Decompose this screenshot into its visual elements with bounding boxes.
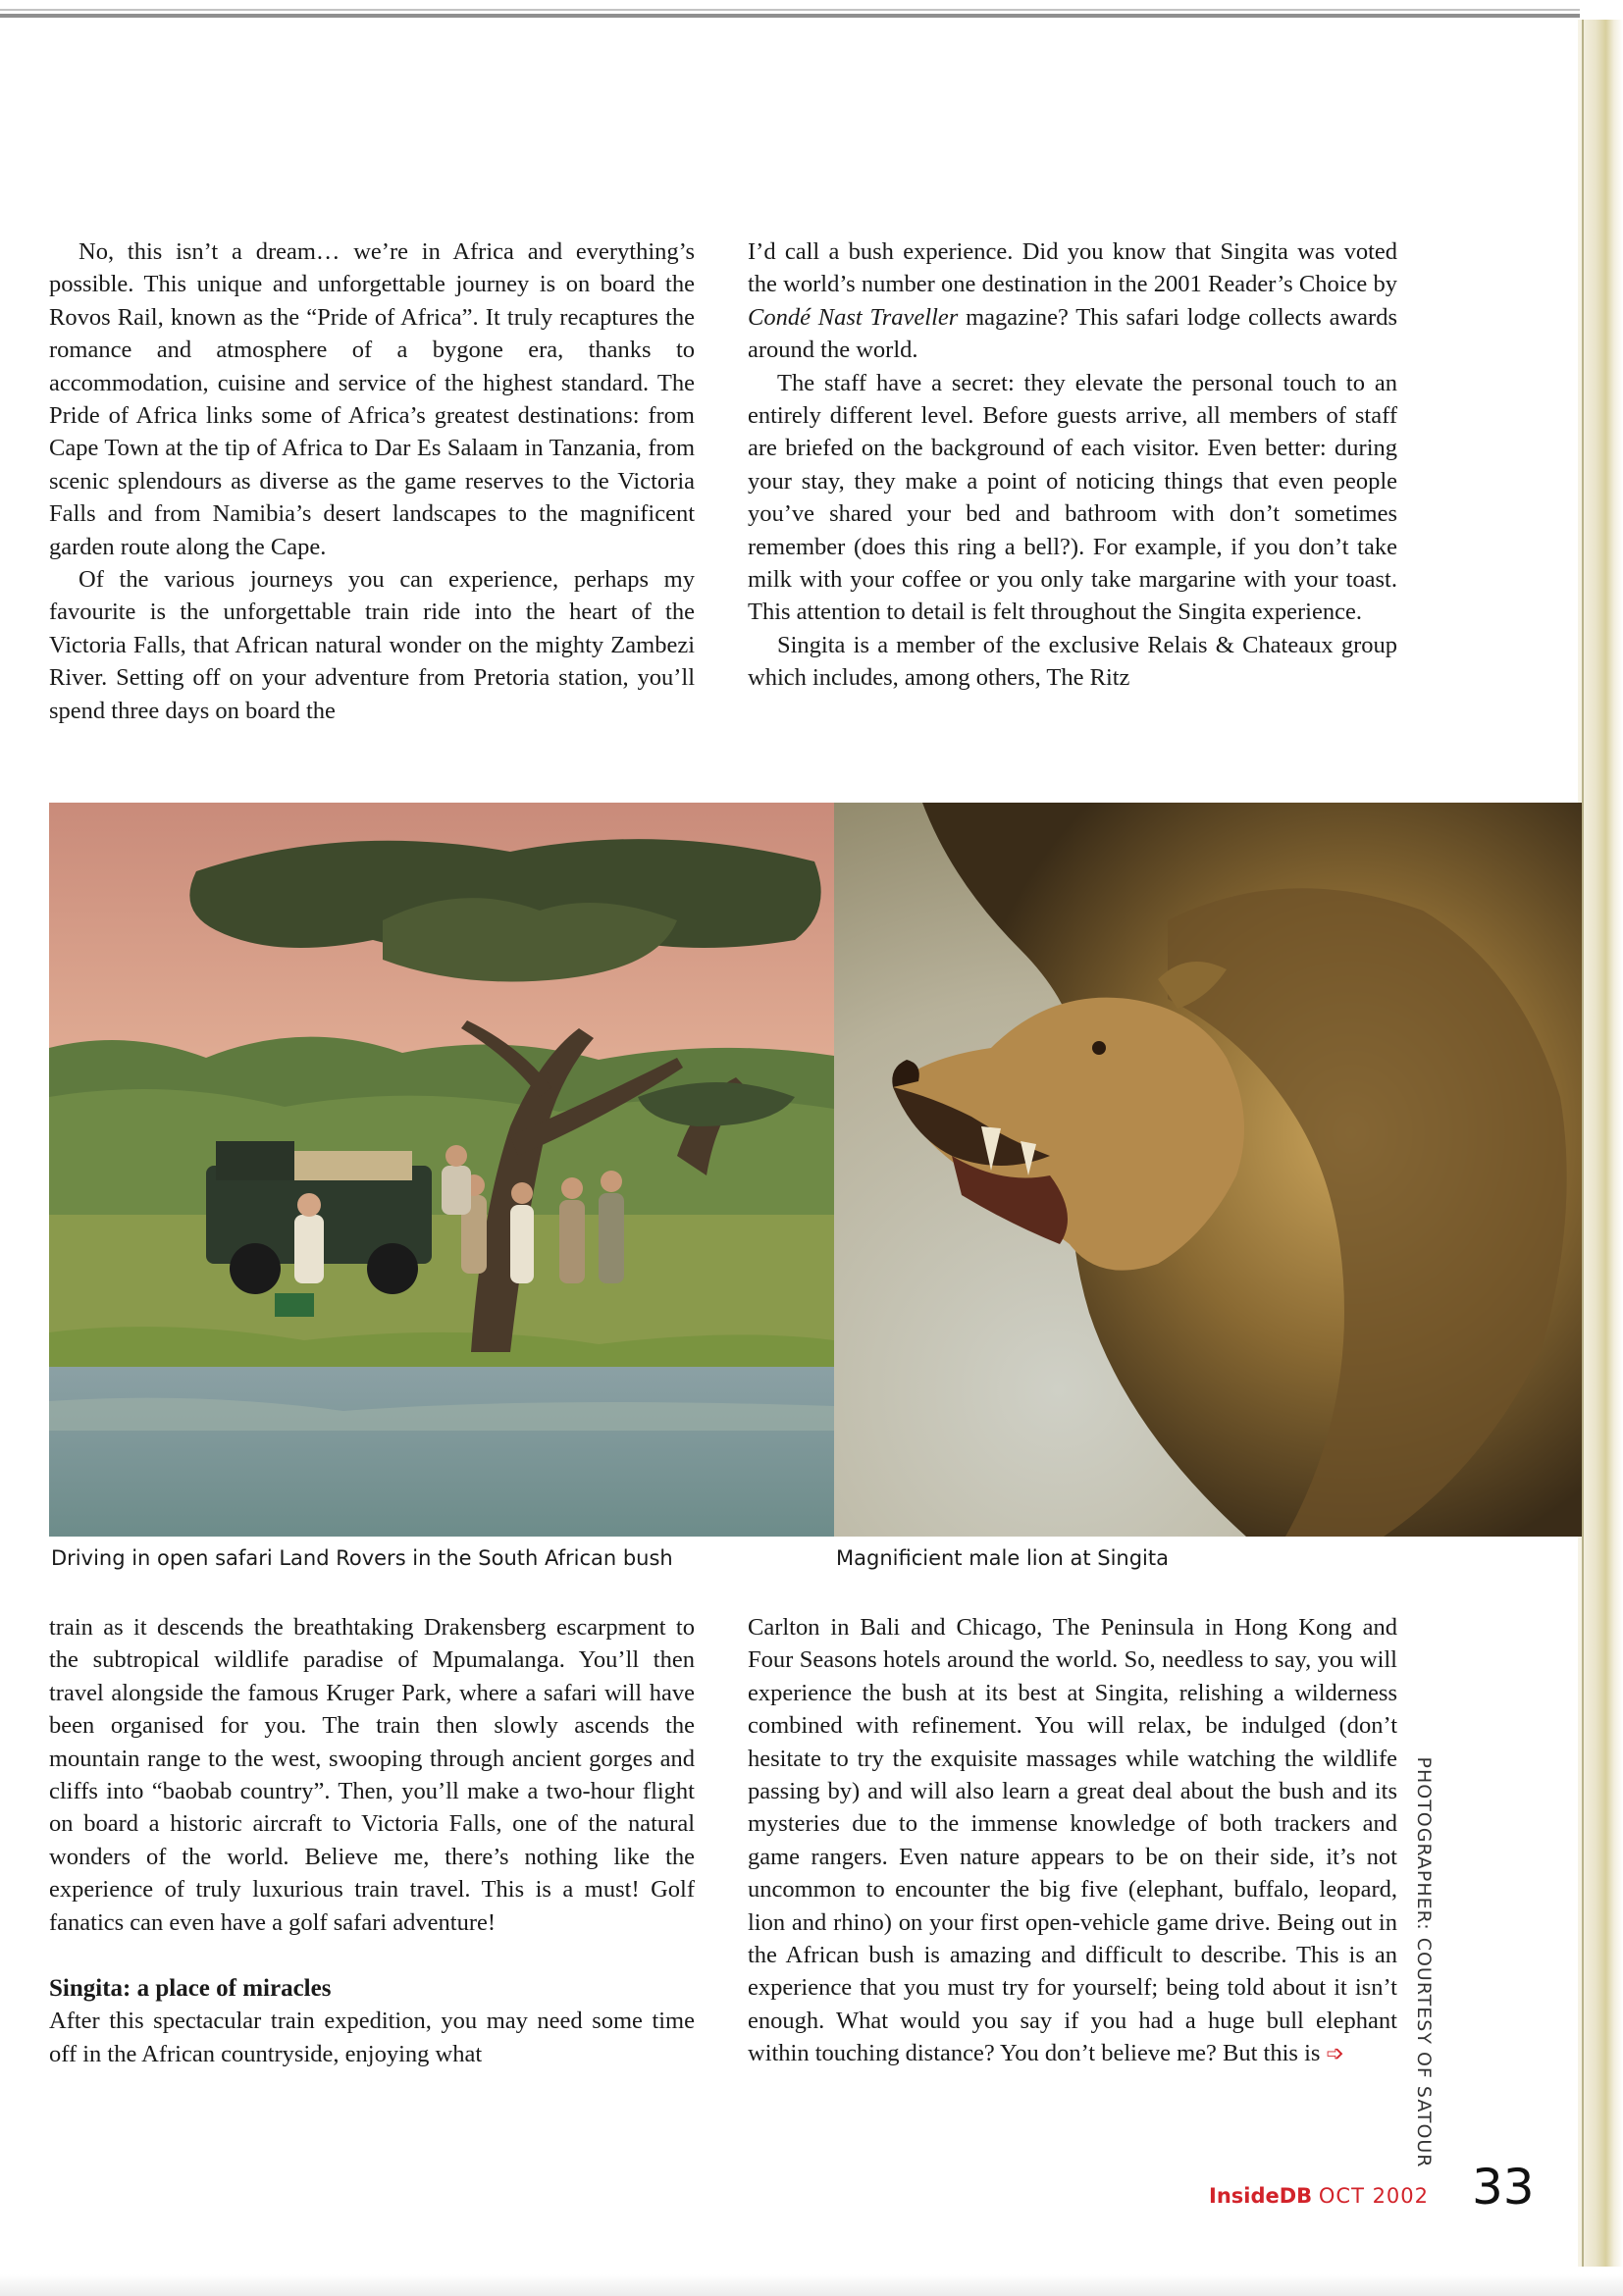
paragraph-gap [49, 1939, 695, 1972]
paragraph: train as it descends the breathtaking Drakensberg escarpment to the subtropical wildlife paradise of Mpumalanga. You’ll then travel alongside the famous Kruger Park, where a safari will have been organised for you. The train then slowly ascends the mountain range to the west, swooping through ancient gorges and cliffs into “baobab country”. Then, you’ll make a two-hour flight on board a historic aircraft to Victoria Falls, one of the natural wonders of the world. Believe me, there’s nothing like the experience of truly luxurious train travel. This is a must! Golf fanatics can even have a golf safari adventure! [49, 1614, 695, 1936]
page-number: 33 [1472, 2159, 1535, 2216]
paragraph: After this spectacular train expedition, you may need some time off in the African countryside, enjoying what [49, 2008, 695, 2067]
paragraph: Of the various journeys you can experience, perhaps my favourite is the unforgettable train ride into the heart of the Victoria Falls, that African natural wonder on the mighty Zambezi River. Setting off on your adventure from Pretoria station, you’ll spend three days on board the [49, 566, 695, 724]
text-run: I’d call a bush experience. Did you know that Singita was voted the world’s number one destination in the 2001 Reader’s Choice by [748, 238, 1397, 298]
lion-photo-caption: Magnificient male lion at Singita [836, 1546, 1169, 1570]
lion-photo [834, 803, 1582, 1537]
paragraph [748, 235, 1397, 367]
page-footer [1209, 2184, 1429, 2208]
page-spine [1578, 20, 1623, 2267]
paragraph [748, 1611, 1397, 2071]
paragraph: Singita is a member of the exclusive Relais & Chateaux group which includes, among others, The Ritz [748, 631, 1397, 692]
text-run: magazine? This safari lodge collects awards around the world. [748, 303, 1397, 364]
bottom-edge-shadow [0, 2274, 1623, 2296]
magazine-title: Condé Nast Traveller [748, 303, 959, 331]
article-column-top-right [748, 235, 1397, 695]
top-edge-shadow [0, 9, 1580, 11]
section-heading: Singita: a place of miracles [49, 1975, 332, 2003]
article-column-bottom-left [49, 1611, 695, 2070]
footer-brand: InsideDB [1209, 2184, 1313, 2208]
paragraph: The staff have a secret: they elevate the personal touch to an entirely different level. Before guests arrive, all members of staff are briefed on the background of each visitor. Even better: during your stay, they make a point of noticing things that even people you’ve shared your bed and bathroom with don’t sometimes remember (does this ring a bell?). For example, if you don’t take milk with your coffee or you only take margarine with your toast. This attention to detail is felt throughout the Singita experience. [748, 369, 1397, 626]
paragraph: No, this isn’t a dream… we’re in Africa and everything’s possible. This unique and unforgettable journey is on board the Rovos Rail, known as the “Pride of Africa”. It truly recaptures the romance and atmosphere of a bygone era, thanks to accommodation, cuisine and service of the highest standard. The Pride of Africa links some of Africa’s greatest destinations: from Cape Town at the tip of Africa to Dar Es Salaam in Tanzania, from scenic splendours as diverse as the game reserves to the Victoria Falls and from Namibia’s desert landscapes to the magnificent garden route along the Cape. [49, 238, 695, 560]
article-column-top-left [49, 235, 695, 727]
spine-line [1582, 20, 1584, 2267]
text-run: Carlton in Bali and Chicago, The Peninsula in Hong Kong and Four Seasons hotels around the world. So, needless to say, you will experience the bush at its best at Singita, relishing a wilderness combined with refinement. You will relax, be indulged (don’t hesitate to try the exquisite massages while watching the wildlife passing by) and will also learn a great deal about the bush and its mysteries due to the immense knowledge of both trackers and game rangers. Even nature appears to be on their side, it’s not uncommon to encounter the big five (elephant, buffalo, leopard, lion and rhino) on your first open-vehicle game drive. Being out in the African bush is amazing and difficult to describe. This is an experience that you must try for yourself; being told about it isn’t enough. What would you say if you had a huge bull elephant within touching distance? You don’t believe me? But this is [748, 1614, 1397, 2067]
continue-arrow-icon: ➩ [1326, 2042, 1344, 2067]
article-column-bottom-right [748, 1611, 1397, 2071]
footer-date: OCT 2002 [1318, 2184, 1430, 2208]
top-edge-rule [0, 14, 1580, 18]
photo-credit-text: PHOTOGRAPHER: COURTESY OF SATOUR [1413, 1756, 1435, 2168]
safari-photo-caption: Driving in open safari Land Rovers in the South African bush [51, 1546, 673, 1570]
photo-credit [1409, 1756, 1439, 2168]
safari-photo [49, 803, 834, 1537]
